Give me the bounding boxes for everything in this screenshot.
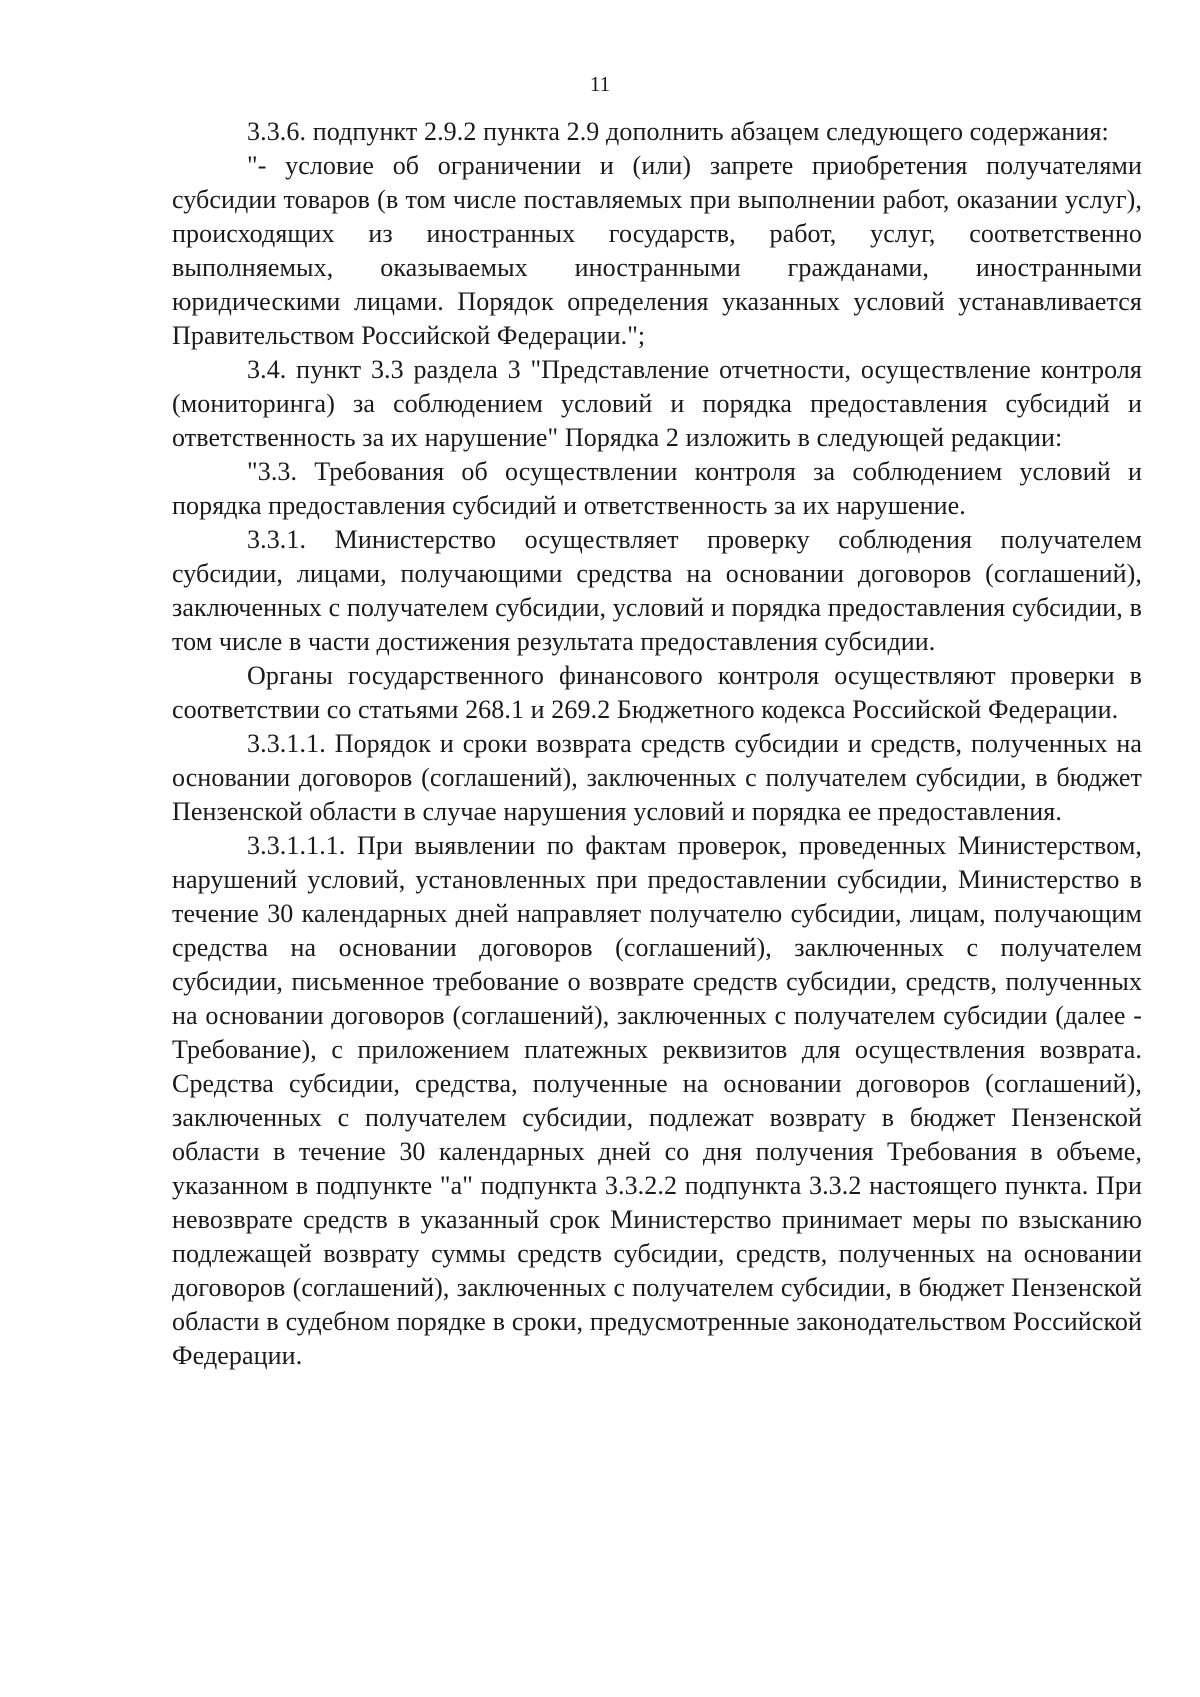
- paragraph-3-3-1-1-1: 3.3.1.1.1. При выявлении по фактам проверок, проведенных Министерством, нарушений условий, установленных при предоставлении субсидии, Министерство в течение 30 календарных дней направляет получателю субсидии, лицам, получающим средства на основании договоров (соглашений), заключенных с получателем субсидии, письменное требование о возврате средств субсидии, средств, полученных на основании договоров (соглашений), заключенных с получателем субсидии (далее - Требование), с приложением платежных реквизитов для осуществления возврата. Средства субсидии, средства, полученные на основании договоров (соглашений), заключенных с получателем субсидии, подлежат возврату в бюджет Пензенской области в течение 30 календарных дней со дня получения Требования в объеме, указанном в подпункте "а" подпункта 3.3.2.2 подпункта 3.3.2 настоящего пункта. При невозврате средств в указанный срок Министерство принимает меры по взысканию подлежащей возврату суммы средств субсидии, средств, полученных на основании договоров (соглашений), заключенных с получателем субсидии, в бюджет Пензенской области в судебном порядке в сроки, предусмотренные законодательством Российской Федерации.: [172, 831, 1142, 1370]
- paragraph-quoted-condition: "- условие об ограничении и (или) запрете приобретения получателями субсидии товаров (в том числе поставляемых при выполнении работ, оказании услуг), происходящих из иностранных государств, работ, услуг, соответственно выполняемых, оказываемых иностранными гражданами, иностранными юридическими лицами. Порядок определения указанных условий устанавливается Правительством Российской Федерации.";: [172, 151, 1142, 350]
- paragraph-3-3-1: 3.3.1. Министерство осуществляет проверку соблюдения получателем субсидии, лицами, получающими средства на основании договоров (соглашений), заключенных с получателем субсидии, условий и порядка предоставления субсидии, в том числе в части достижения результата предоставления субсидии.: [172, 525, 1142, 656]
- paragraph-3-3-6: 3.3.6. подпункт 2.9.2 пункта 2.9 дополнить абзацем следующего содержания:: [247, 117, 1109, 146]
- paragraph-3-3-1-1: 3.3.1.1. Порядок и сроки возврата средств субсидии и средств, полученных на основании договоров (соглашений), заключенных с получателем субсидии, в бюджет Пензенской области в случае нарушения условий и порядка ее предоставления.: [172, 729, 1142, 826]
- paragraph-3-3-heading: "3.3. Требования об осуществлении контроля за соблюдением условий и порядка предоставления субсидий и ответственность за их нарушение.: [172, 457, 1142, 520]
- paragraph-3-4: 3.4. пункт 3.3 раздела 3 "Представление отчетности, осуществление контроля (мониторинга) за соблюдением условий и порядка предоставления субсидий и ответственность за их нарушение" Порядка 2 изложить в следующей редакции:: [172, 355, 1142, 452]
- paragraph-financial-control: Органы государственного финансового контроля осуществляют проверки в соответствии со статьями 268.1 и 269.2 Бюджетного кодекса Российской Федерации.: [172, 661, 1142, 724]
- document-body: [172, 115, 1142, 1373]
- page-number: 11: [589, 72, 611, 96]
